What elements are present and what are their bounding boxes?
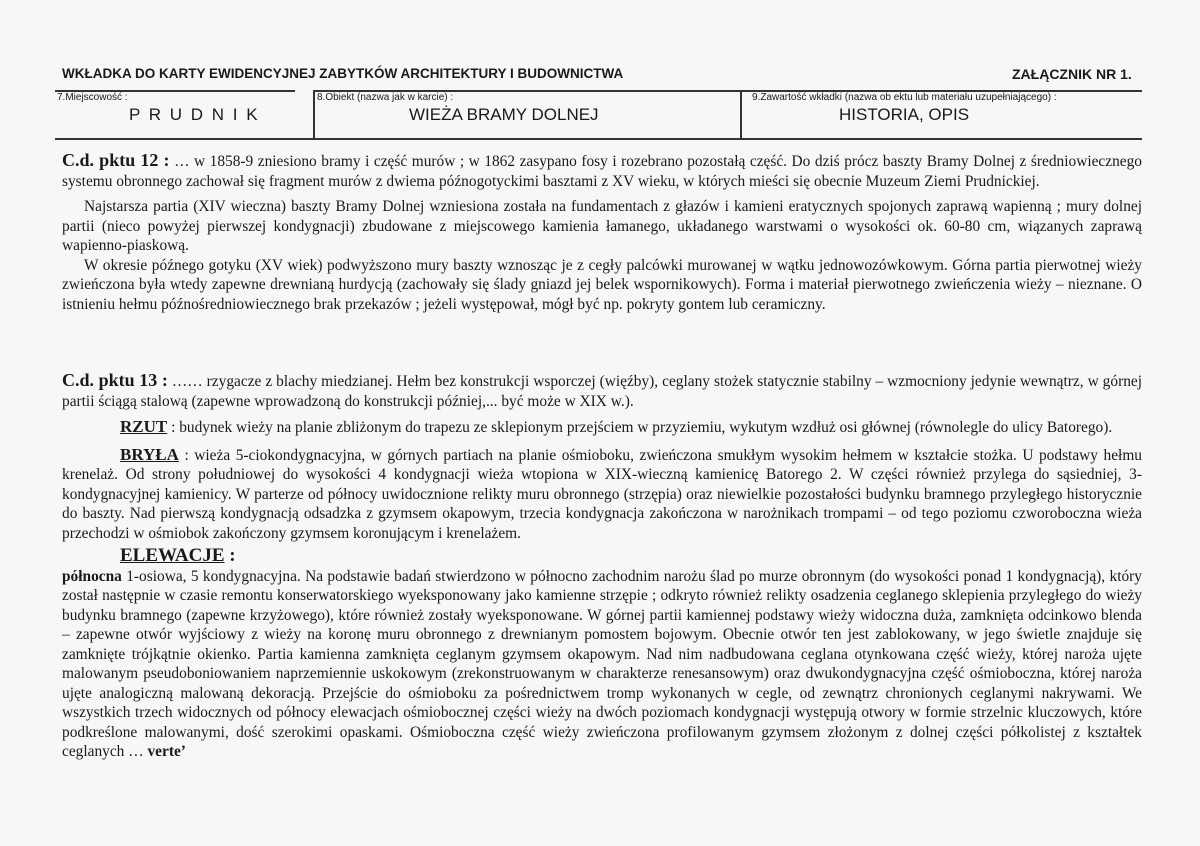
- header-fields-table: [55, 90, 1142, 140]
- section-lead: C.d. pktu 12 :: [62, 150, 170, 170]
- field-label-object: 8.Obiekt (nazwa jak w karcie) :: [317, 92, 454, 103]
- paragraph-text: : budynek wieży na planie zbliżonym do trapezu ze sklepionym przejściem w przyziemiu, wykutym wzdłuż osi głównej (równolegle do ulicy Batorego).: [167, 419, 1113, 436]
- heading-elewacje-line: [62, 546, 1142, 567]
- paragraph: [62, 151, 1142, 191]
- field-label-locality: 7.Miejscowość :: [57, 92, 128, 103]
- paragraph-north-elevation: [62, 567, 1142, 762]
- paragraph: W okresie późnego gotyku (XV wiek) podwyższono mury baszty wznosząc je z cegły palcówki murowanej w wątku jednowozówkowym. Górna partia pierwotnej wieży zwieńczona była wtedy zapewne drewnianą hurdycją (zachowały się ślady gniazd jej belek wspornikowych). Forma i materiał pierwotnego zwieńczenia wieży – nieznane. O istnieniu hełmu późnośredniowiecznego brak przekazów ; jeżeli występował, mógł być np. pokryty gontem lub ceramiczny.: [62, 256, 1142, 313]
- heading-colon: :: [224, 545, 236, 566]
- heading-elewacje: ELEWACJE: [120, 545, 225, 566]
- paragraph-text: 1-osiowa, 5 kondygnacyjna. Na podstawie badań stwierdzono w północno zachodnim narożu ślad po murze obronnym (do wysokości ponad 1 kondygnacją), który został następnie w czasie remontu konserwatorskiego wyeksponowany jako kamienne strzępie ; odkryto również relikty osadzenia ceglanego sklepienia przyległego do wieży budynku bramnego (zapewne krzyżowego), które również zostały wyeksponowane. W górnej partii kamiennej podstawy wieży widoczna duża, zamknięta odcinkowo blenda – zapewne otwór wyjściowy z wieży na koronę muru obronnego z drewnianym pomostem bojowym. Obecnie otwór ten jest zablokowany, w jego świetle znajduje się zamknięte trójkątnie okienko. Partia kamienna zamknięta ceglanym gzymsem okapowym. Nad nim nadbudowana ceglana otynkowana część wieży, której naroża ujęte malowanym pseudoboniowaniem naprzemiennie uskokowym (zrekonstruowanym w charakterze renesansowym) oraz dwukondygnacyjna część ośmioboczna, której naroża ujęte analogiczną malowaną dekoracją. Przejście do ośmioboku za pośrednictwem tromp wykonanych w cegle, od zewnątrz chronionych ceglanymi nakrywami. We wszystkich trzech widocznych od północy elewacjach ośmiobocznej części wieży na dwóch poziomach kondygnacji występują otwory w formie strzelnic kluczowych, które podkreślone malowanymi, dość szerokimi opaskami. Ośmioboczna część wieży zwieńczona profilowanym gzymsem złożonym z dolnej części półkolistej z kształtek ceglanych …: [62, 567, 1142, 760]
- field-value-contents: HISTORIA, OPIS: [839, 105, 970, 124]
- divider: [55, 138, 1142, 140]
- section-13: [62, 371, 1142, 762]
- paragraph-rzut: [62, 417, 1142, 438]
- divider: [740, 90, 742, 140]
- verte-note: verte’: [147, 743, 186, 760]
- field-value-object: WIEŻA BRAMY DOLNEJ: [409, 105, 599, 124]
- paragraph: Najstarsza partia (XIV wieczna) baszty Bramy Dolnej wzniesiona została na fundamentach z głazów i kamieni eratycznych spojonych zaprawą wapienną ; mury dolnej partii (nieco powyżej pierwszej kondygnacji) zbudowane z miejscowego kamienia łamanego, układanego warstwami o wysokości ok. 60-80 cm, wiązanych zaprawą wapienno-piaskową.: [62, 198, 1142, 254]
- divider: [313, 90, 315, 140]
- paragraph-text: …… rzygacze z blachy miedzianej. Hełm bez konstrukcji wsporczej (więźby), ceglany stożek statycznie stabilny – wzmocniony jedynie wewnątrz, w górnej partii ściągą stalową (zapewne wprowadzoną do konstrukcji później,... być może w XIX w.).: [62, 373, 1142, 410]
- label-north: północna: [62, 567, 122, 585]
- paragraph: [62, 371, 1142, 411]
- section-lead: C.d. pktu 13 :: [62, 370, 168, 390]
- field-value-locality: P R U D N I K: [129, 105, 260, 124]
- paragraph-text: : wieża 5-ciokondygnacyjna, w górnych partiach na planie ośmioboku, zwieńczona smukłym wysokim hełmem w kształcie stożka. U podstawy hełmu krenelaż. Od strony południowej do wysokości 4 kondygnacji wieża wtopiona w XIX-wieczną kamienicę Batorego 2. W części również przylega do sąsiedniej, 3-kondygnacyjnej kamienicy. W parterze od północy uwidocznione relikty muru obronnego (strzępia) oraz niewielkie pozostałości budynku bramnego przyległego historycznie do baszty. Nad pierwszą kondygnacją odsadzka z gzymsem okapowym, trzecia kondygnacja zakończona w narożnikach trompami – od tego poziomu czworoboczna wieża przechodzi w ośmiobok zakończony gzymsem koronującym i krenelażem.: [62, 446, 1142, 542]
- heading-bryla: BRYŁA: [120, 444, 179, 464]
- section-12: [62, 151, 1142, 314]
- document-title: WKŁADKA DO KARTY EWIDENCYJNEJ ZABYTKÓW ARCHITEKTURY I BUDOWNICTWA: [62, 66, 624, 81]
- field-label-contents: 9.Zawartość wkładki (nazwa ob ektu lub materiału uzupełniającego) :: [752, 92, 1057, 103]
- heading-rzut: RZUT: [120, 417, 168, 436]
- annex-number: ZAŁĄCZNIK NR 1.: [1012, 66, 1132, 82]
- paragraph-text: … w 1858-9 zniesiono bramy i część murów ; w 1862 zasypano fosy i rozebrano pozostałą część. Do dziś prócz baszty Bramy Dolnej z średniowiecznego systemu obronnego zachował się fragment murów z dwiema późnogotyckimi basztami z XV wieku, w których mieści się obecnie Muzeum Ziemi Prudnickiej.: [62, 153, 1143, 190]
- paragraph-bryla: [62, 445, 1142, 544]
